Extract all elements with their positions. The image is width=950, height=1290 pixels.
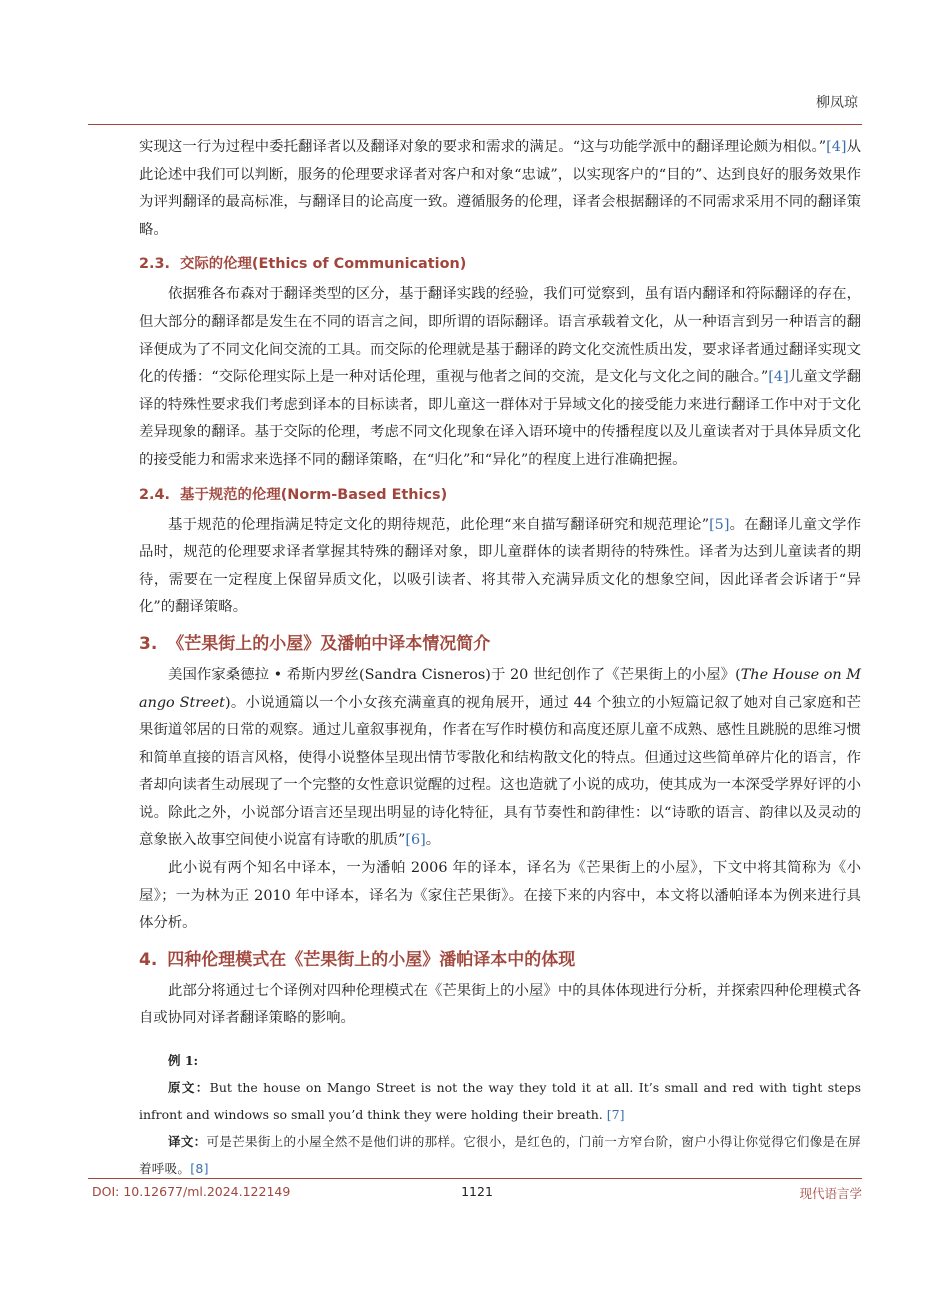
section-number: 2.4.	[139, 486, 170, 503]
text: 此部分将通过七个译例对四种伦理模式在《芒果街上的小屋》中的具体体现进行分析，并探索四种伦理模式各自或协同对译者翻译策略的影响。	[139, 982, 861, 1027]
original-text: But the house on Mango Street is not the way they told it at all. It’s small and red with tight steps infront and windows so small you’d think they were holding their breath.	[139, 1080, 861, 1123]
citation-link[interactable]: [7]	[606, 1107, 625, 1123]
example-original	[139, 1074, 861, 1128]
book-title-italic: The House on Mango Street	[139, 666, 861, 711]
header-author: 柳凤琼	[816, 95, 858, 111]
section-number: 4.	[139, 949, 158, 970]
footer-page-number: 1121	[461, 1184, 493, 1199]
example-label: 例 1:	[168, 1053, 199, 1069]
paragraph-norm-ethics	[139, 512, 861, 622]
footer-journal-name: 现代语言学	[799, 1186, 862, 1201]
text: 美国作家桑德拉 • 希斯内罗丝(Sandra Cisneros)于 20 世纪创作了《芒果街上的小屋》(	[168, 666, 741, 683]
paragraph-communication-ethics	[139, 281, 861, 474]
paragraph-translations	[139, 855, 861, 938]
citation-link[interactable]: [4]	[826, 139, 847, 155]
section-number: 2.3.	[139, 256, 170, 273]
text: 实现这一行为过程中委托翻译者以及翻译对象的要求和需求的满足。“这与功能学派中的翻译理论颇为相似。”	[139, 139, 827, 155]
text: 此小说有两个知名中译本，一为潘帕 2006 年的译本，译名为《芒果街上的小屋》，下文中将其简称为《小屋》；一为林为正 2010 年中译本，译名为《家住芒果街》。在接下来的内容中，本文将以潘帕译本为例来进行具体分析。	[139, 860, 861, 932]
original-label: 原文：	[168, 1080, 210, 1096]
example-translation	[139, 1128, 861, 1182]
paragraph-service-ethics	[139, 134, 861, 244]
text: 儿童文学翻译的特殊性要求我们考虑到译本的目标读者，即儿童这一群体对于异域文化的接受能力来进行翻译工作中对于文化差异现象的翻译。基于交际的伦理，考虑不同文化现象在译入语环境中的传播程度以及儿童读者对于具体异质文化的接受能力和需求来选择不同的翻译策略，在“归化”和“异化”的程度上进行准确把握。	[139, 369, 861, 468]
section-heading-2-4	[139, 482, 861, 508]
page-footer	[92, 1184, 862, 1204]
section-number: 3.	[139, 633, 158, 654]
footer-doi-link[interactable]: DOI: 10.12677/ml.2024.122149	[92, 1184, 291, 1199]
text: 从此论述中我们可以判断，服务的伦理要求译者对客户和对象“忠诚”，以实现客户的“目的”、达到良好的服务效果作为评判翻译的最高标准，与翻译目的论高度一致。遵循服务的伦理，译者会根据翻译的不同需求采用不同的翻译策略。	[139, 139, 861, 238]
citation-link[interactable]: [4]	[768, 369, 789, 386]
translation-label: 译文：	[168, 1134, 207, 1150]
text: 基于规范的伦理指满足特定文化的期待规范，此伦理“来自描写翻译研究和规范理论”	[168, 516, 710, 533]
header-rule	[88, 124, 862, 125]
text: 依据雅各布森对于翻译类型的区分，基于翻译实践的经验，我们可觉察到，虽有语内翻译和符际翻译的存在，但大部分的翻译都是发生在不同的语言之间，即所谓的语际翻译。语言承载着文化，从一种语言到另一种语言的翻译便成为了不同文化间交流的工具。而交际的伦理就是基于翻译的跨文化交流性质出发，要求译者通过翻译实现文化的传播：“交际伦理实际上是一种对话伦理，重视与他者之间的交流，是文化与文化之间的融合。”	[139, 286, 861, 386]
citation-link[interactable]: [6]	[405, 832, 426, 849]
text: )。小说通篇以一个小女孩充满童真的视角展开，通过 44 个独立的小短篇记叙了她对自己家庭和芒果街道邻居的日常的观察。通过儿童叙事视角，作者在写作时模仿和高度还原儿童不成熟、感性且跳脱的思维习惯和简单直接的语言风格，使得小说整体呈现出情节零散化和结构散文化的特点。但通过这些简单碎片化的语言，作者却向读者生动展现了一个完整的女性意识觉醒的过程。这也造就了小说的成功，使其成为一本深受学界好评的小说。除此之外，小说部分语言还呈现出明显的诗化特征，具有节奏性和韵律性：以“诗歌的语言、韵律以及灵动的意象嵌入故事空间使小说富有诗歌的肌质”	[139, 694, 861, 849]
section-heading-3	[139, 630, 861, 658]
paragraph-section-4-intro	[139, 978, 861, 1033]
paragraph-novel-intro	[139, 662, 861, 855]
text: 。在翻译儿童文学作品时，规范的伦理要求译者掌握其特殊的翻译对象，即儿童群体的读者期待的特殊性。译者为达到儿童读者的期待，需要在一定程度上保留异质文化，以吸引读者、将其带入充满异质文化的想象空间，因此译者会诉诸于“异化”的翻译策略。	[139, 516, 861, 616]
section-title: 《芒果街上的小屋》及潘帕中译本情况简介	[167, 633, 491, 654]
section-title: 四种伦理模式在《芒果街上的小屋》潘帕译本中的体现	[167, 949, 576, 970]
section-heading-2-3	[139, 251, 861, 277]
footer-rule	[88, 1178, 862, 1179]
translation-text: 可是芒果街上的小屋全然不是他们讲的那样。它很小，是红色的，门前一方窄台阶，窗户小得让你觉得它们像是在屏着呼吸。	[139, 1134, 861, 1177]
citation-link[interactable]: [8]	[190, 1161, 209, 1177]
text: 。	[425, 832, 441, 849]
page-body	[139, 134, 861, 1182]
example-1	[139, 1047, 861, 1182]
section-title: 交际的伦理(Ethics of Communication)	[179, 256, 467, 273]
section-heading-4	[139, 946, 861, 974]
citation-link[interactable]: [5]	[709, 516, 730, 533]
section-title: 基于规范的伦理(Norm-Based Ethics)	[179, 486, 448, 503]
